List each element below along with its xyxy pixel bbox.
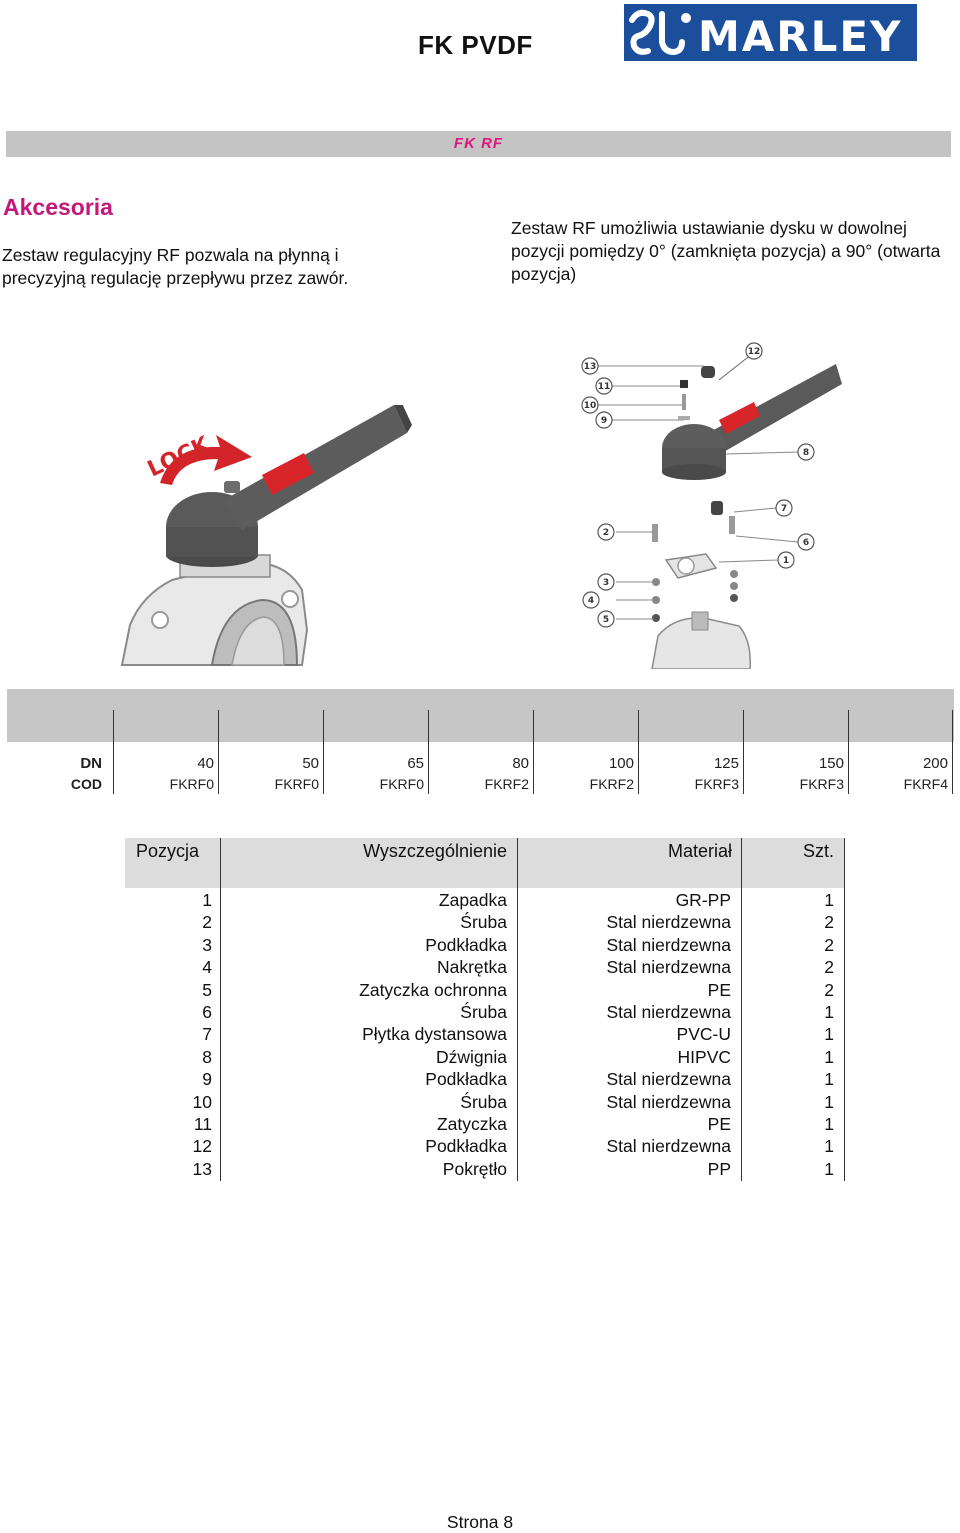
cell-mat: PE [707, 1114, 731, 1134]
description-left: Zestaw regulacyjny RF pozwala na płynną i precyzyjną regulację przepływu przez zawór. [2, 245, 349, 288]
cell-pos: 8 [202, 1046, 212, 1067]
cell-mat: PE [707, 979, 731, 1000]
parts-header-desc [221, 838, 517, 888]
cell-qty: 1 [824, 1002, 834, 1022]
description-right: Zestaw RF umożliwia ustawianie dysku w dowolnej pozycji pomiędzy 0° (zamknięta pozycja) a 90° (otwarta pozycja) [511, 218, 941, 284]
callout-3: 3 [602, 578, 610, 588]
cell-qty: 1 [824, 1069, 834, 1090]
cell-qty: 2 [824, 979, 834, 1000]
cell-mat: HIPVC [677, 1046, 731, 1067]
cell-pos: 1 [202, 890, 212, 910]
marley-logo [624, 4, 917, 61]
butterfly-valve-lock-icon [112, 405, 412, 667]
cell-mat: Stal nierdzewna [606, 1069, 731, 1090]
cell-pos: 10 [192, 1091, 212, 1112]
callout-1: 1 [782, 556, 790, 566]
cell-mat: GR-PP [675, 890, 731, 910]
header-label-pos: Pozycja [136, 841, 200, 861]
section-heading: Akcesoria [3, 194, 113, 220]
callout-5: 5 [602, 615, 610, 625]
marley-logo-icon [624, 4, 917, 61]
cell-pos: 4 [202, 957, 212, 978]
cell-desc: Śruba [460, 912, 507, 933]
cell-mat: Stal nierdzewna [606, 1136, 731, 1157]
page-number: Strona 8 [446, 1512, 514, 1532]
cell-desc: Zapadka [438, 890, 507, 910]
callout-2: 2 [602, 528, 610, 538]
cell-qty: 1 [824, 890, 834, 910]
cell-desc: Śruba [460, 1091, 507, 1112]
column-divider [844, 838, 845, 1181]
section-label: FK RF [453, 135, 504, 152]
dn-value: 200 [922, 755, 948, 772]
dn-value: 80 [512, 755, 529, 772]
cell-mat: Stal nierdzewna [606, 934, 731, 955]
cod-value: FKRF2 [484, 776, 529, 792]
cell-qty: 1 [824, 1091, 834, 1112]
cell-pos: 7 [202, 1024, 212, 1045]
column-divider [220, 838, 221, 1181]
cell-desc: Podkładka [425, 1136, 507, 1157]
dn-value: 100 [608, 755, 634, 772]
dn-value: 40 [197, 755, 214, 772]
cell-desc: Śruba [460, 1002, 507, 1022]
cell-qty: 1 [824, 1024, 834, 1045]
logo-wordmark: MARLEY [698, 12, 903, 61]
cod-value: FKRF0 [169, 776, 214, 792]
valve-illustration [112, 405, 412, 667]
cell-desc: Nakrętka [436, 957, 507, 978]
cell-pos: 11 [193, 1114, 212, 1134]
cell-pos: 5 [202, 979, 212, 1000]
cell-qty: 1 [824, 1114, 834, 1134]
cell-pos: 12 [192, 1136, 212, 1157]
cell-qty: 2 [824, 957, 834, 978]
cod-value: FKRF3 [694, 776, 739, 792]
cod-value: FKRF4 [903, 776, 948, 792]
cell-qty: 1 [824, 1158, 834, 1179]
parts-header-pos [125, 838, 220, 888]
callout-10: 10 [583, 401, 597, 411]
dn-label: DN [80, 755, 102, 772]
callout-4: 4 [587, 596, 595, 606]
cell-desc: Dźwignia [436, 1046, 507, 1067]
callout-9: 9 [600, 416, 608, 426]
cell-desc: Płytka dystansowa [362, 1024, 507, 1045]
callout-8: 8 [802, 448, 810, 458]
parts-header-mat [518, 838, 741, 888]
cod-label: COD [70, 776, 102, 792]
dn-value: 150 [818, 755, 844, 772]
document-title: FK PVDF [418, 30, 533, 60]
callout-12: 12 [747, 347, 761, 357]
cell-desc: Zatyczka [436, 1114, 507, 1134]
cod-value: FKRF3 [799, 776, 844, 792]
lock-label: LOCK [143, 432, 214, 483]
callout-11: 11 [597, 382, 611, 392]
column-divider [741, 838, 742, 1181]
cell-qty: 1 [824, 1136, 834, 1157]
dn-value: 125 [713, 755, 739, 772]
exploded-parts-icon [574, 336, 842, 669]
cell-mat: PP [707, 1158, 731, 1179]
cell-pos: 9 [202, 1069, 212, 1090]
dn-value: 65 [407, 755, 424, 772]
cell-desc: Zatyczka ochronna [359, 979, 507, 1000]
cell-mat: Stal nierdzewna [606, 1002, 731, 1022]
callout-7: 7 [780, 504, 788, 514]
cell-mat: Stal nierdzewna [606, 957, 731, 978]
cell-pos: 6 [202, 1002, 212, 1022]
header-label-qty: Szt. [802, 841, 834, 861]
parts-header-qty [742, 838, 844, 888]
cell-desc: Podkładka [425, 1069, 507, 1090]
cell-mat: Stal nierdzewna [606, 1091, 731, 1112]
cell-qty: 2 [824, 912, 834, 933]
cell-pos: 13 [192, 1158, 212, 1179]
section-bar [6, 131, 951, 157]
cell-qty: 1 [824, 1046, 834, 1067]
cod-value: FKRF2 [589, 776, 634, 792]
column-divider [517, 838, 518, 1181]
callout-13: 13 [583, 362, 597, 372]
exploded-diagram [574, 336, 842, 669]
cell-desc: Pokrętło [442, 1158, 507, 1179]
cell-mat: PVC-U [676, 1024, 731, 1045]
cell-pos: 2 [202, 912, 212, 933]
cod-value: FKRF0 [274, 776, 319, 792]
header-label-mat: Materiał [667, 841, 732, 861]
cod-value: FKRF0 [379, 776, 424, 792]
header-label-desc: Wyszczególnienie [363, 841, 507, 861]
callout-6: 6 [802, 538, 810, 548]
cell-qty: 2 [824, 934, 834, 955]
cell-pos: 3 [202, 934, 212, 955]
cell-desc: Podkładka [425, 934, 507, 955]
dn-value: 50 [302, 755, 319, 772]
cell-mat: Stal nierdzewna [606, 912, 731, 933]
